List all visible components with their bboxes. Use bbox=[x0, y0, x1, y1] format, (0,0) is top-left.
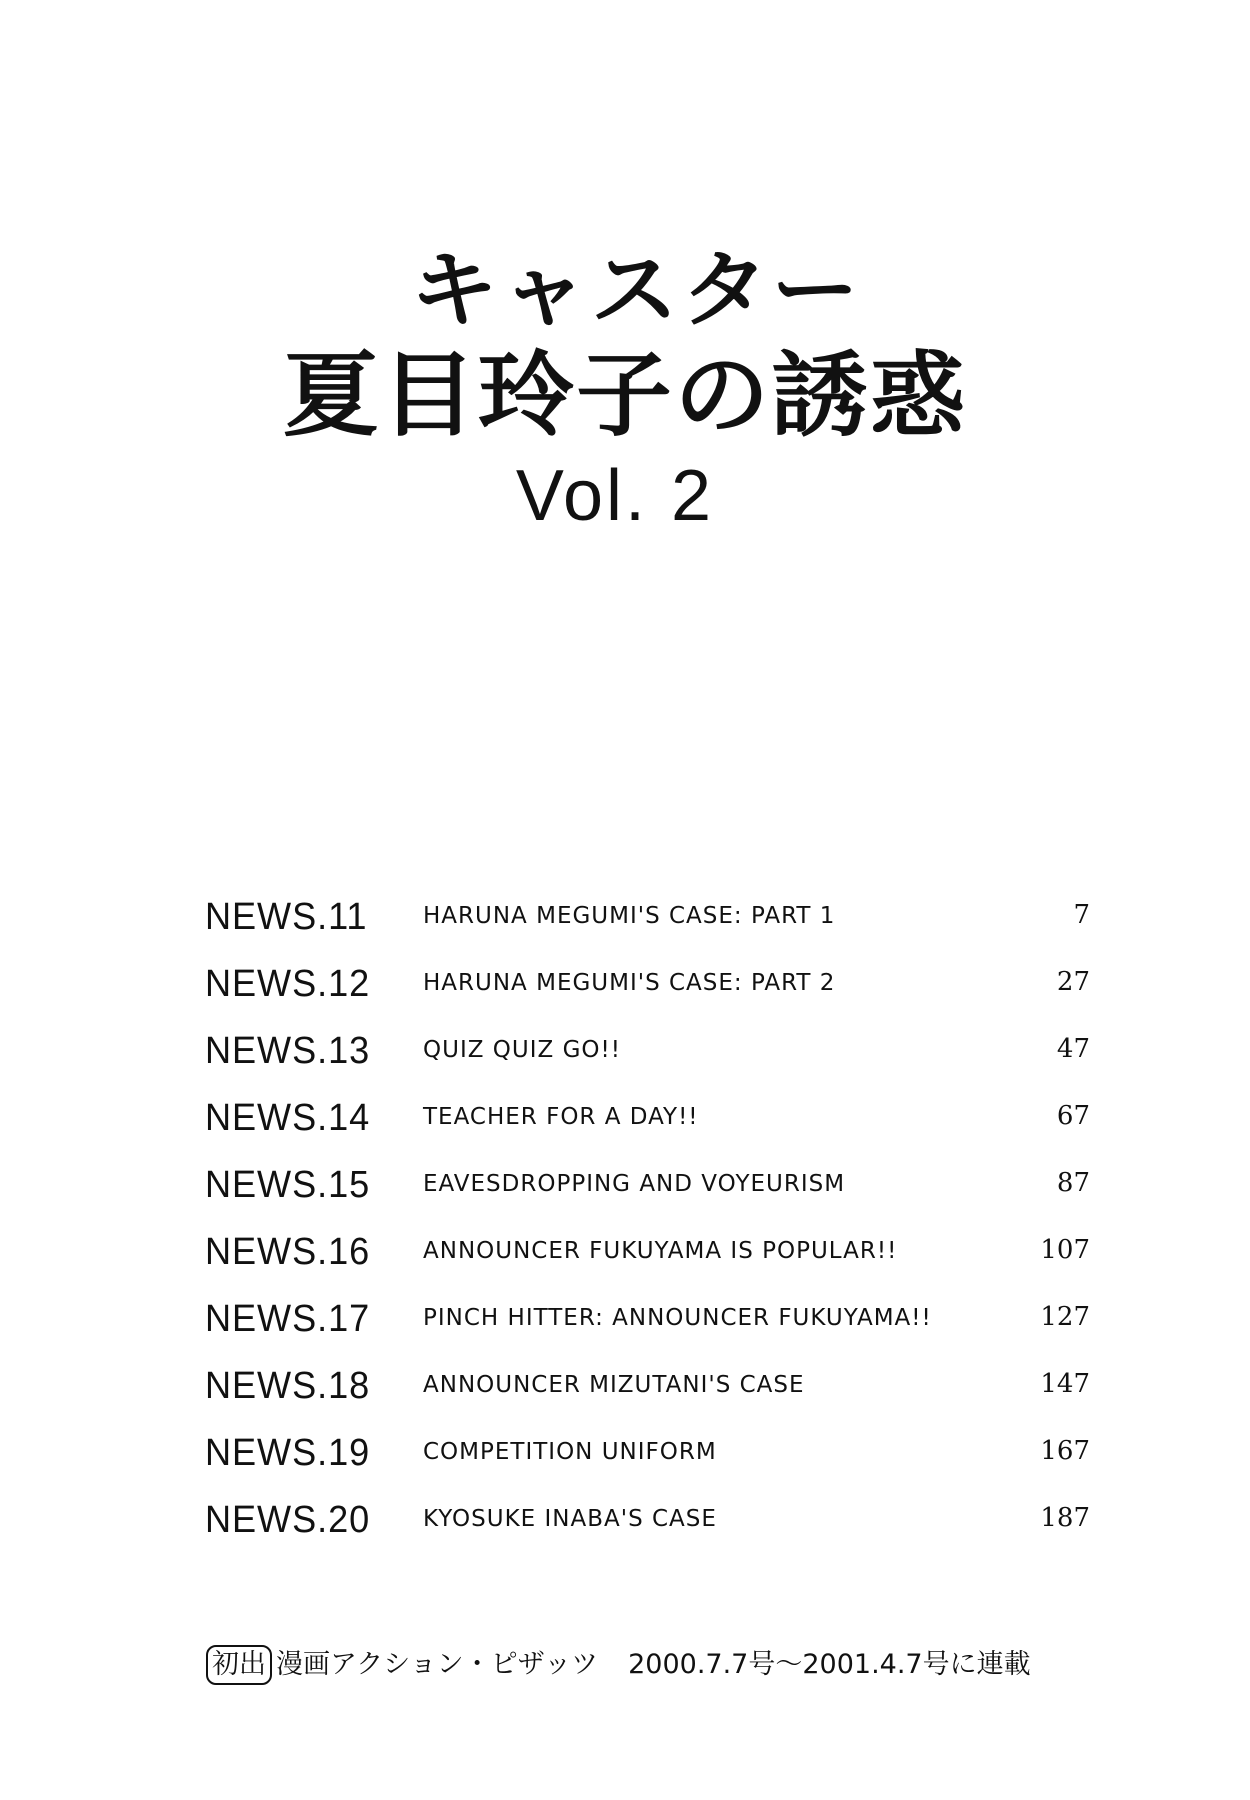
chapter-number: NEWS.18 bbox=[205, 1365, 371, 1407]
toc-row bbox=[205, 952, 1090, 1019]
volume-label: Vol. 2 bbox=[515, 456, 715, 536]
toc-row bbox=[205, 1153, 1090, 1220]
first-published-badge: 初出 bbox=[206, 1645, 272, 1685]
chapter-title: QUIZ QUIZ GO!! bbox=[423, 1037, 621, 1063]
chapter-title: KYOSUKE INABA'S CASE bbox=[423, 1506, 717, 1532]
chapter-page: 167 bbox=[1040, 1436, 1090, 1466]
title-line-1: キャスター bbox=[409, 241, 862, 339]
chapter-number: NEWS.14 bbox=[205, 1097, 371, 1139]
chapter-page: 67 bbox=[1056, 1101, 1090, 1131]
chapter-number: NEWS.11 bbox=[205, 896, 368, 938]
chapter-number: NEWS.15 bbox=[205, 1164, 371, 1206]
chapter-page: 87 bbox=[1056, 1168, 1090, 1198]
toc-row bbox=[205, 1019, 1090, 1086]
chapter-number: NEWS.13 bbox=[205, 1030, 371, 1072]
chapter-page: 187 bbox=[1040, 1503, 1090, 1533]
book-title bbox=[0, 240, 1250, 538]
toc-row bbox=[205, 1220, 1090, 1287]
toc-row bbox=[205, 1287, 1090, 1354]
chapter-number: NEWS.12 bbox=[205, 963, 371, 1005]
chapter-title: HARUNA MEGUMI'S CASE: PART 2 bbox=[423, 970, 836, 996]
chapter-page: 147 bbox=[1040, 1369, 1090, 1399]
title-line-2: 夏目玲子の誘惑 bbox=[282, 342, 968, 449]
table-of-contents bbox=[205, 885, 1090, 1555]
publication-note bbox=[206, 1645, 1086, 1685]
chapter-title: EAVESDROPPING AND VOYEURISM bbox=[423, 1171, 846, 1197]
magazine-name: 漫画アクション・ピザッツ bbox=[276, 1649, 599, 1680]
chapter-title: TEACHER FOR A DAY!! bbox=[423, 1104, 699, 1130]
chapter-title: HARUNA MEGUMI'S CASE: PART 1 bbox=[423, 903, 836, 929]
chapter-number: NEWS.20 bbox=[205, 1499, 371, 1541]
chapter-title: ANNOUNCER FUKUYAMA IS POPULAR!! bbox=[423, 1238, 898, 1264]
chapter-number: NEWS.16 bbox=[205, 1231, 371, 1273]
chapter-title: PINCH HITTER: ANNOUNCER FUKUYAMA!! bbox=[423, 1305, 932, 1331]
toc-row bbox=[205, 1354, 1090, 1421]
chapter-number: NEWS.17 bbox=[205, 1298, 371, 1340]
serialization-dates: 2000.7.7号〜2001.4.7号に連載 bbox=[628, 1649, 1031, 1680]
toc-row bbox=[205, 1488, 1090, 1555]
chapter-page: 47 bbox=[1056, 1034, 1090, 1064]
chapter-number: NEWS.19 bbox=[205, 1432, 371, 1474]
chapter-page: 127 bbox=[1040, 1302, 1090, 1332]
toc-row bbox=[205, 1086, 1090, 1153]
chapter-title: ANNOUNCER MIZUTANI'S CASE bbox=[423, 1372, 805, 1398]
toc-row bbox=[205, 885, 1090, 952]
chapter-page: 107 bbox=[1040, 1235, 1090, 1265]
chapter-title: COMPETITION UNIFORM bbox=[423, 1439, 717, 1465]
chapter-page: 27 bbox=[1056, 967, 1090, 997]
toc-row bbox=[205, 1421, 1090, 1488]
chapter-page: 7 bbox=[1073, 900, 1090, 930]
